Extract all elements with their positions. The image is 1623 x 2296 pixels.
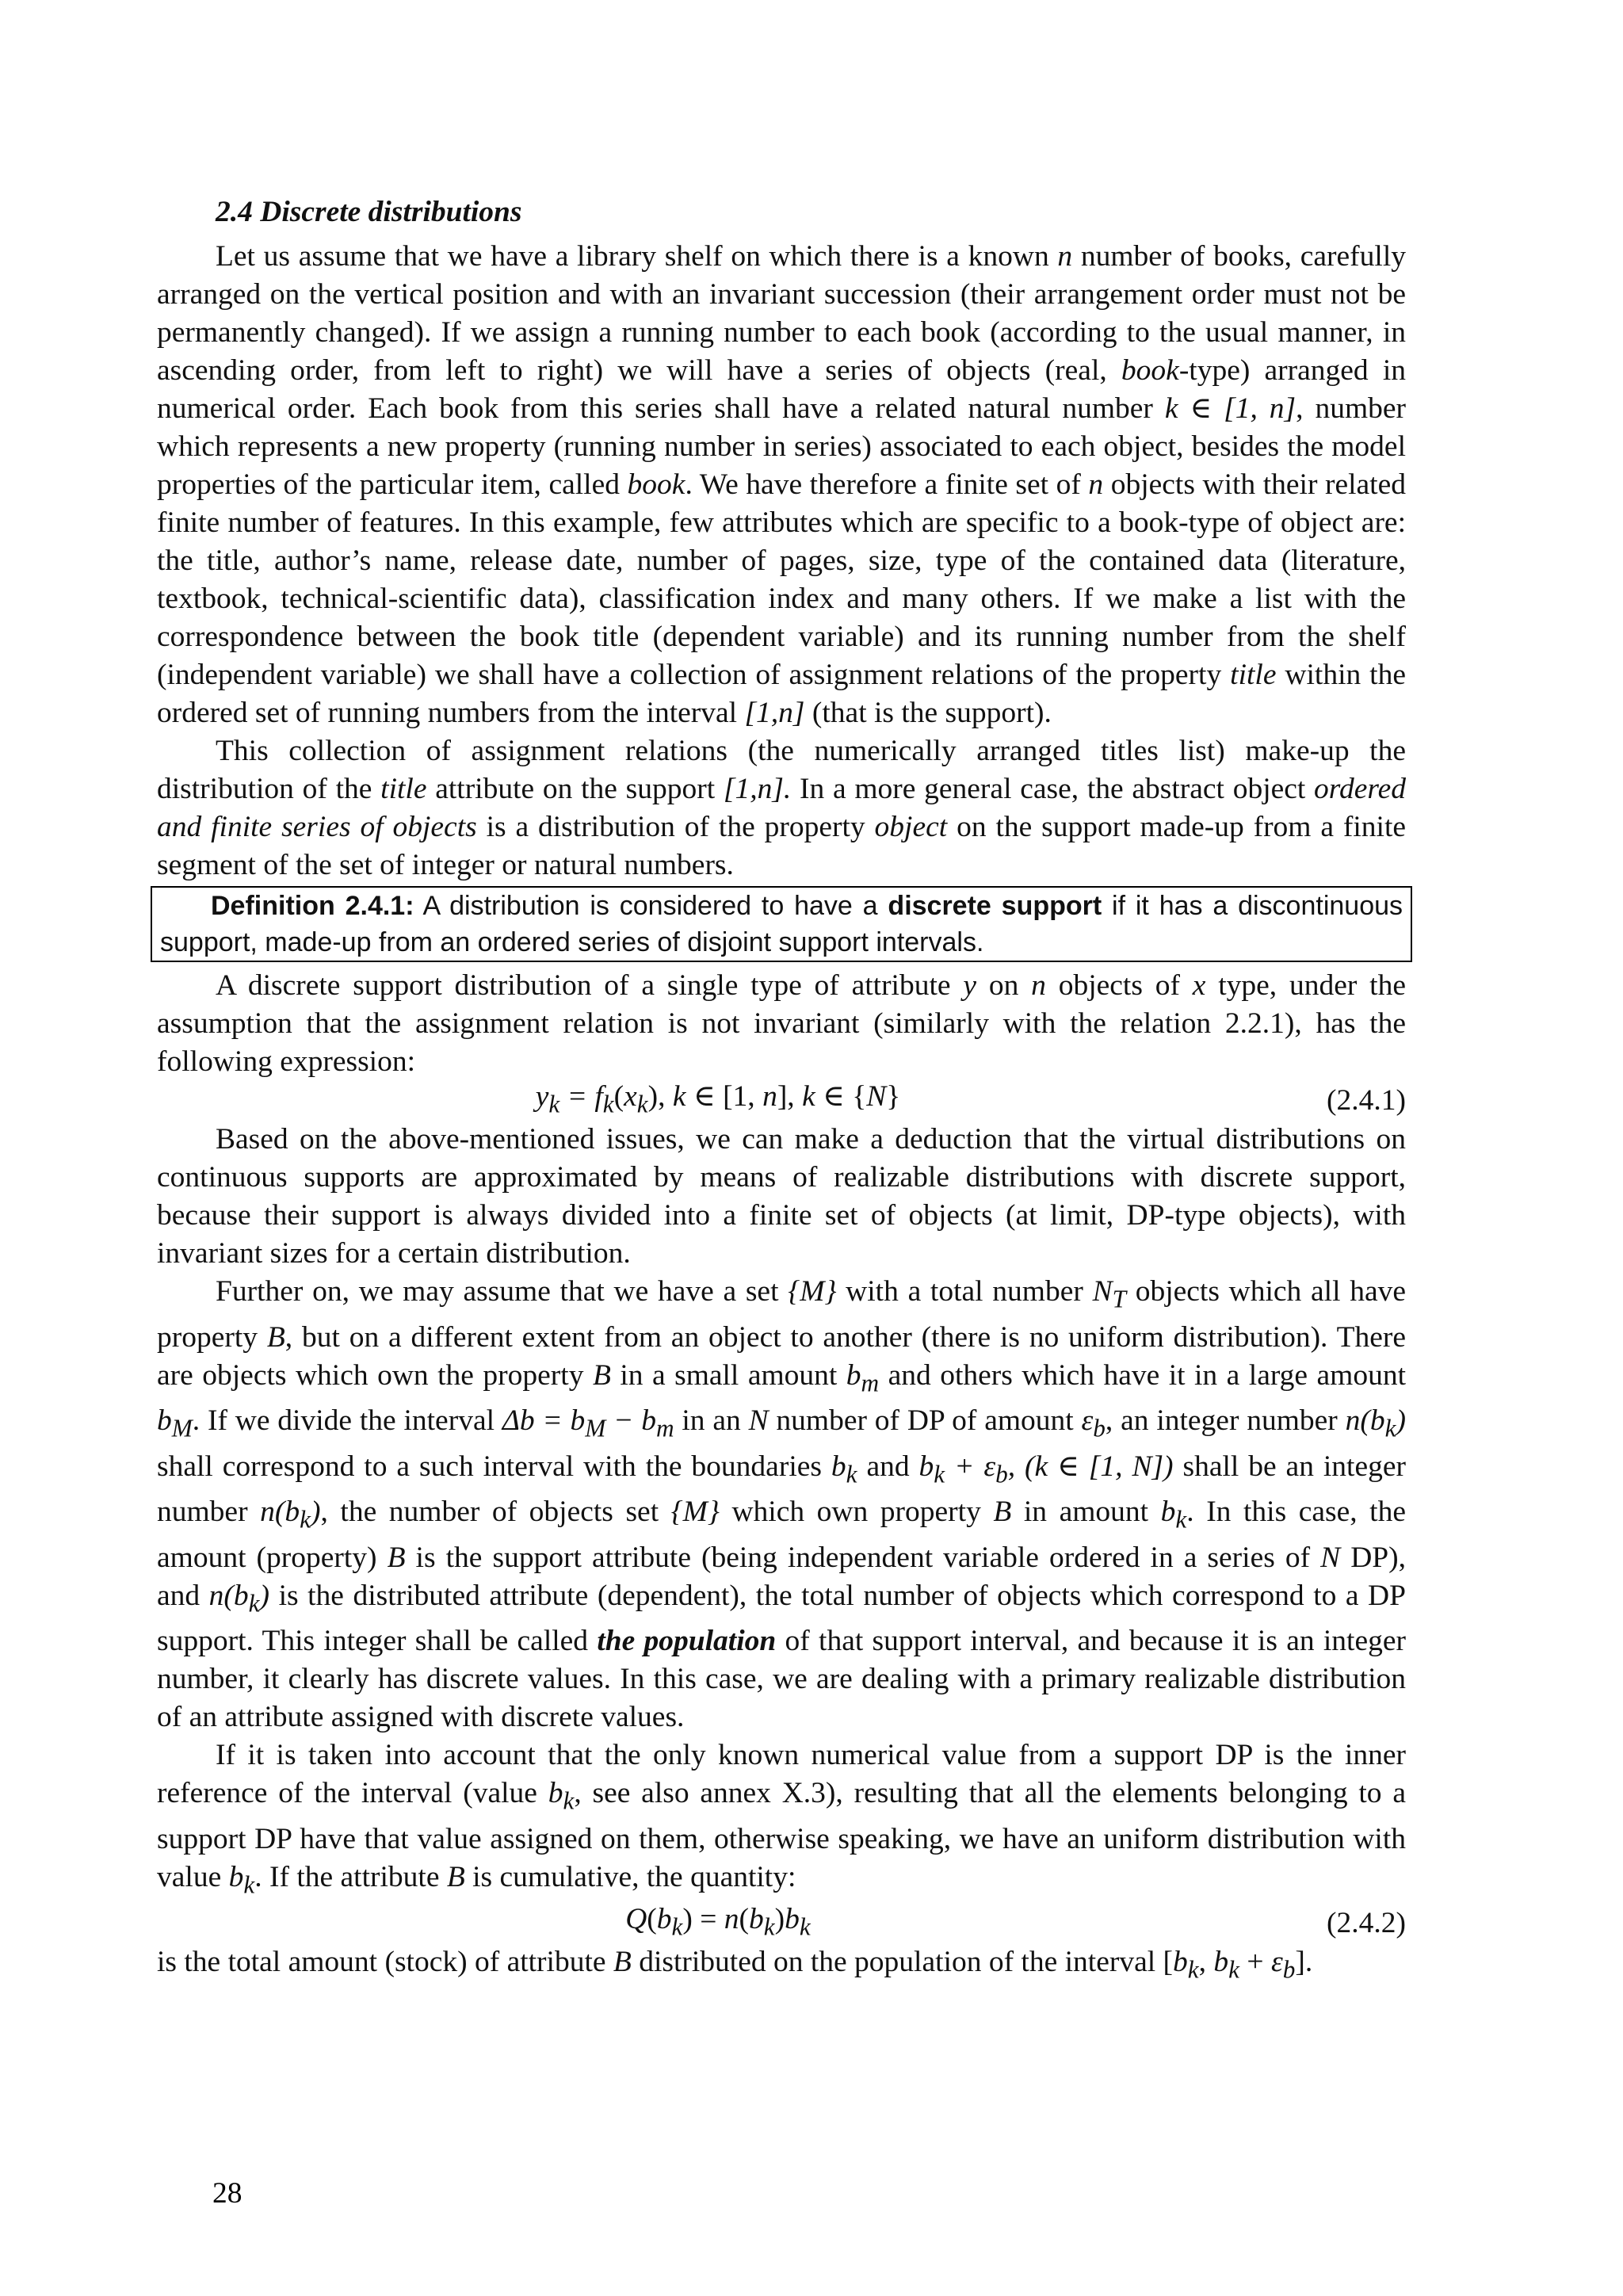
text: , an integer number bbox=[1105, 1404, 1346, 1437]
math-delta-b: $\Delta b = b_M - b_m$ bbox=[502, 1404, 674, 1442]
text: in amount bbox=[1011, 1496, 1161, 1528]
text: of that support interval, and because it is an integer number, it clearly has discrete values. In this case, we are dealing with a primary realizable distribution of an attribute assigned with discrete values. bbox=[157, 1625, 1406, 1733]
math-support: [1,n]. bbox=[723, 773, 792, 805]
text: if it has a discontinuous support, made-up from an ordered series of disjoint support intervals. bbox=[160, 891, 1403, 957]
math-n: n bbox=[1088, 468, 1104, 501]
text: A discrete support distribution of a single type of attribute bbox=[216, 969, 964, 1002]
text: in an bbox=[674, 1404, 749, 1437]
text: objects of bbox=[1045, 969, 1193, 1002]
math-set-M: {M} bbox=[670, 1496, 720, 1528]
paragraph-4: Based on the above-mentioned issues, we can make a deduction that the virtual distributions on continuous supports are approximated by means of realizable distributions with discrete support, because their support is always divided into a finite set of objects (at limit, DP-type objects), with invariant sizes for a certain distribution. bbox=[157, 1123, 1406, 1270]
text: distributed on the population of the interval bbox=[631, 1946, 1163, 1978]
math-n-bk: $n(b_k)$ bbox=[260, 1496, 321, 1534]
text: is the support attribute (being independent variable ordered in a series of bbox=[405, 1541, 1321, 1574]
section-heading: 2.4 Discrete distributions bbox=[216, 196, 522, 228]
text: , but on a different extent from an object to another (there is no uniform distribution). There are objects which own the property bbox=[157, 1320, 1406, 1392]
text: , number which represents a new property (running number in series) associated to each object, besides the model properties of the particular item, called bbox=[157, 392, 1407, 501]
text: , see also annex X.3), resulting that all the elements belonging to a support DP have that value assigned on them, otherwise speaking, we have an uniform distribution with value bbox=[157, 1777, 1406, 1893]
term-object: object bbox=[874, 811, 948, 843]
text: . If we divide the interval bbox=[192, 1404, 502, 1437]
math-B: B bbox=[387, 1541, 406, 1574]
math-n-bk: $n(b_k)$ bbox=[1345, 1404, 1406, 1442]
equation-number: (2.4.2) bbox=[1327, 1907, 1406, 1939]
math-B: B bbox=[446, 1860, 465, 1893]
math-bk: $b_k$ bbox=[1160, 1496, 1187, 1534]
page-content bbox=[157, 193, 1406, 1989]
math-y: y bbox=[963, 969, 977, 1002]
math-bm: $b_m$ bbox=[846, 1358, 880, 1396]
text: shall correspond to a such interval with the boundaries bbox=[157, 1450, 831, 1483]
text: number of DP of amount bbox=[768, 1404, 1082, 1437]
text: Let us assume that we have a library shelf on which there is a known bbox=[216, 240, 1058, 273]
text: type, under the assumption that the assignment relation is not invariant (similarly with the relation 2.2.1), has the following expression: bbox=[157, 969, 1407, 1078]
math-bM: $b_M$ bbox=[157, 1404, 193, 1442]
text: is the distributed attribute (dependent), the total number of objects which correspond to a DP support. This integer shall be called bbox=[157, 1579, 1406, 1657]
math-x: x bbox=[1192, 969, 1206, 1002]
text: number of books, carefully arranged on the vertical position and with an invariant succession (their arrangement order must not be permanently changed). If we assign a running number to each book (according to the usual manner, in ascending order, from left to right) we will have a series of objects (real, bbox=[157, 240, 1406, 387]
math-epsilon-b: $\varepsilon_b$ bbox=[1081, 1404, 1106, 1442]
text: DP), and bbox=[157, 1541, 1406, 1612]
text: Further on, we may assume that we have a set bbox=[216, 1275, 789, 1308]
paragraph-3 bbox=[157, 967, 1406, 1081]
text: (that is the support). bbox=[804, 697, 1052, 729]
math-B: B bbox=[613, 1946, 632, 1978]
text: objects with their related finite number of features. In this example, few attributes which are specific to a book-type of object are: the title, author’s name, release date, number of pages, size, type of the contained data (literature, textbook, technical-scientific data), classification index and many others. If we make a list with the correspondence between the book title (dependent variable) and its running number from the shelf (independent variable) we shall have a collection of assignment relations of the property bbox=[157, 468, 1406, 691]
math-bk: $b_k$ bbox=[228, 1860, 255, 1898]
equation-2-4-1 bbox=[157, 1081, 1406, 1121]
text: and others which have it in a large amount bbox=[879, 1358, 1407, 1392]
equation-body: $Q(b_k) = n(b_k)b_k$ bbox=[625, 1903, 811, 1941]
text: A distribution is considered to have a bbox=[414, 891, 888, 921]
math-bk: $b_k$ bbox=[831, 1450, 857, 1488]
text: and bbox=[857, 1450, 919, 1483]
math-interval-bk: [$b_k$, $b_k + \varepsilon_b$]. bbox=[1163, 1946, 1313, 1984]
math-B: B bbox=[266, 1320, 285, 1354]
definition-text bbox=[160, 888, 1403, 961]
text: In a more general case, the abstract object bbox=[791, 773, 1315, 805]
math-k-range: k ∈ [1, n] bbox=[1164, 392, 1296, 425]
equation-number: (2.4.1) bbox=[1327, 1084, 1406, 1117]
term-title: title bbox=[1230, 659, 1277, 691]
paragraph-7 bbox=[157, 1943, 1406, 1989]
text: attribute on the support bbox=[426, 773, 724, 805]
term-book: book bbox=[627, 468, 685, 501]
equation-2-4-2 bbox=[157, 1904, 1406, 1943]
paragraph-2 bbox=[157, 732, 1406, 884]
math-set-M: {M} bbox=[788, 1275, 837, 1308]
text: . If the attribute bbox=[254, 1860, 447, 1893]
text: within the ordered set of running numbers from the interval bbox=[157, 659, 1406, 729]
math-NT: $N_T$ bbox=[1092, 1275, 1126, 1313]
term-population: the population bbox=[597, 1625, 777, 1657]
math-N: N bbox=[748, 1404, 769, 1437]
math-B: B bbox=[592, 1358, 611, 1392]
math-n-bk: $n(b_k)$ bbox=[208, 1579, 270, 1617]
math-n: n bbox=[1057, 240, 1073, 273]
text: is the total amount (stock) of attribute bbox=[157, 1946, 613, 1978]
math-interval: [1,n] bbox=[744, 697, 805, 729]
math-N: N bbox=[1320, 1541, 1341, 1574]
term-book: book bbox=[1121, 354, 1179, 387]
math-n: n bbox=[1031, 969, 1046, 1002]
text: . In this case, the amount (property) bbox=[157, 1496, 1406, 1574]
paragraph-6 bbox=[157, 1736, 1406, 1904]
paragraph-1 bbox=[157, 238, 1406, 732]
text: on bbox=[976, 969, 1032, 1002]
text: shall be an integer number bbox=[157, 1450, 1406, 1528]
term-title: title bbox=[380, 773, 427, 805]
math-bk: $b_k$ bbox=[548, 1777, 575, 1815]
text: on the support made-up from a finite segment of the set of integer or natural numbers. bbox=[157, 811, 1407, 881]
math-bounds: $b_k + \varepsilon_b$, (k ∈ [1, N]) bbox=[918, 1450, 1174, 1488]
paragraph-5 bbox=[157, 1273, 1406, 1736]
equation-body: $y_k = f_k(x_k)$, k ∈ [1, n], k ∈ {N} bbox=[535, 1080, 901, 1118]
text: which own property bbox=[719, 1496, 994, 1528]
term-ordered-series: ordered and finite series of objects bbox=[157, 773, 1406, 843]
text: . We have therefore a finite set of bbox=[685, 468, 1089, 501]
text: If it is taken into account that the only known numerical value from a support DP is the inner reference of the interval (value bbox=[157, 1739, 1406, 1809]
text: is cumulative, the quantity: bbox=[464, 1860, 796, 1893]
text: , the number of objects set bbox=[320, 1496, 671, 1528]
text: in a small amount bbox=[610, 1358, 846, 1392]
text: objects which all have property bbox=[157, 1275, 1407, 1354]
text: is a distribution of the property bbox=[476, 811, 875, 843]
math-B: B bbox=[993, 1496, 1012, 1528]
definition-label: Definition 2.4.1: bbox=[211, 891, 414, 921]
text: with a total number bbox=[836, 1275, 1093, 1308]
definition-box bbox=[151, 886, 1412, 962]
text: -type) arranged in numerical order. Each book from this series shall have a related natural number bbox=[157, 354, 1406, 425]
text: This collection of assignment relations (the numerically arranged titles list) make-up the distribution of the bbox=[157, 735, 1406, 805]
definition-term: discrete support bbox=[888, 891, 1102, 921]
page-number: 28 bbox=[212, 2177, 242, 2210]
